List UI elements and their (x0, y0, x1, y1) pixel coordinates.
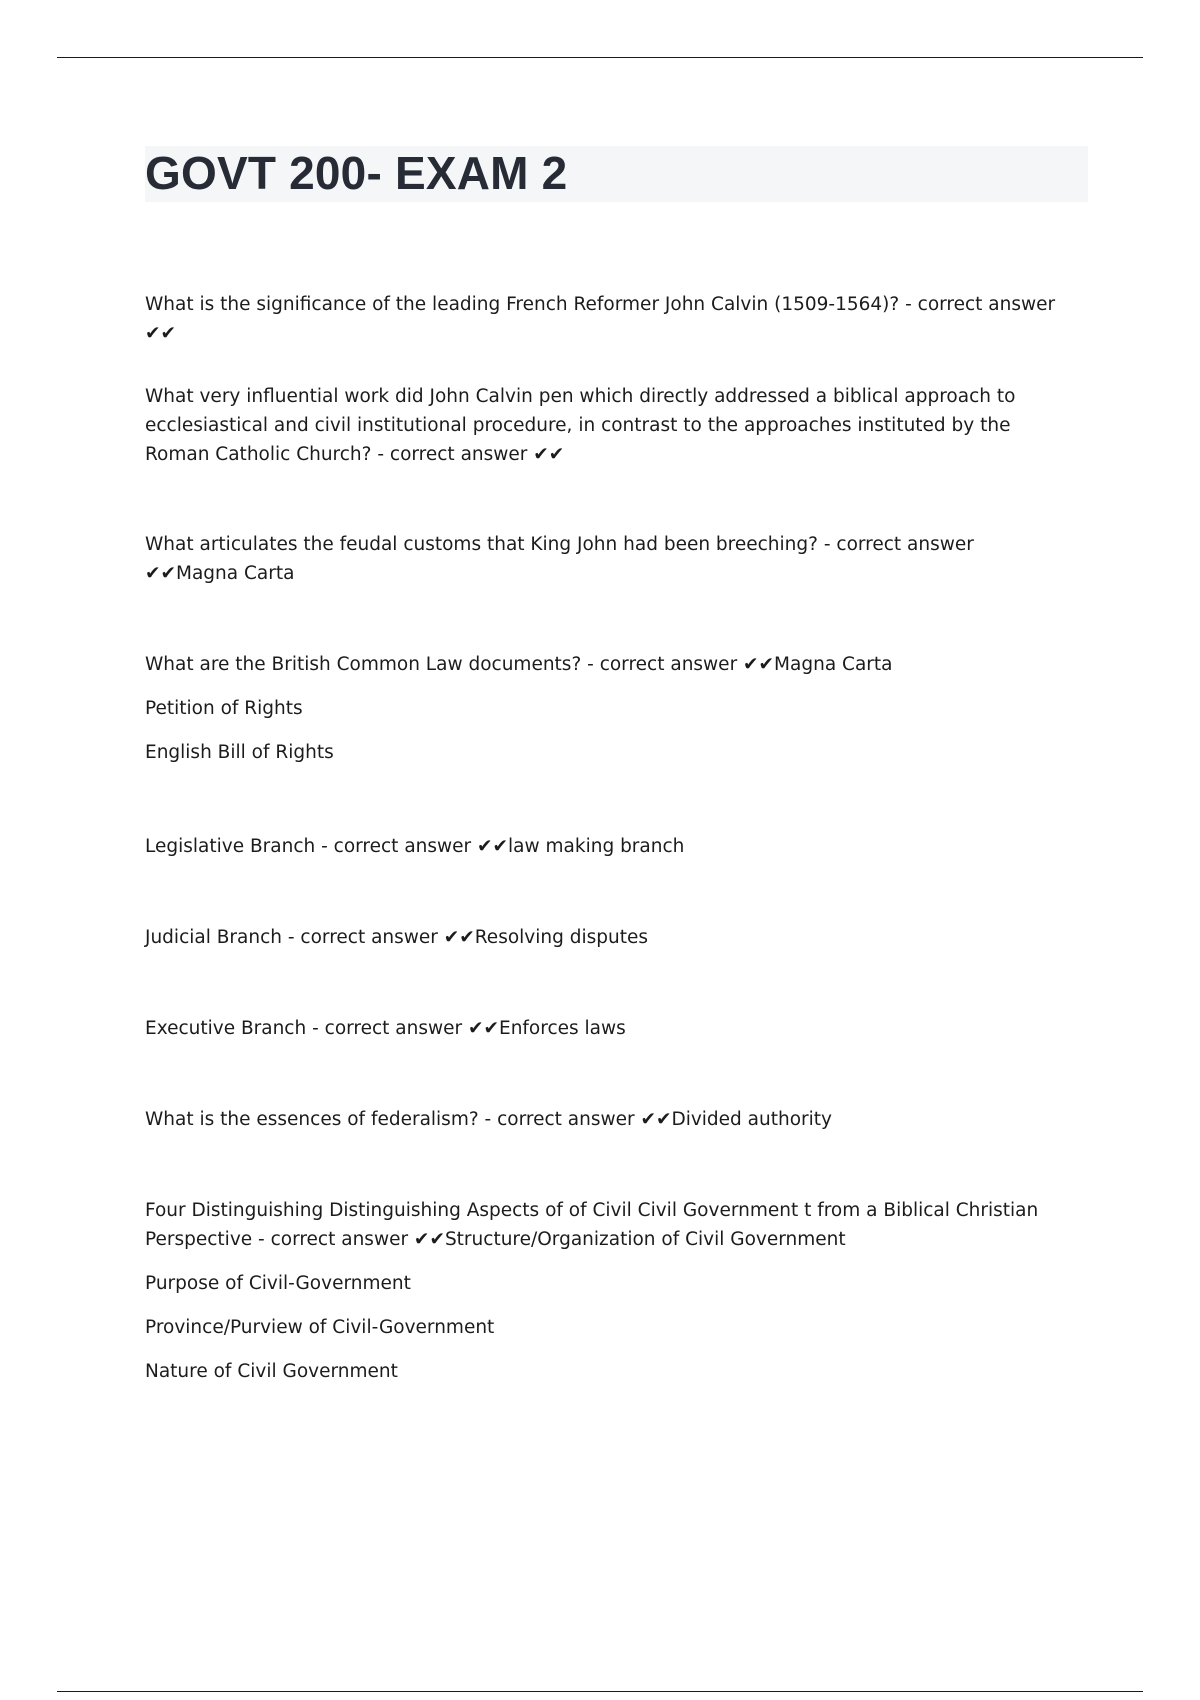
qa-line: What very influential work did John Calvin pen which directly addressed a biblical approach to ecclesiastical and civil institutional procedure, in contrast to the approaches instituted by the Roman Catholic Church? - correct answer ✔✔ (145, 386, 1016, 465)
qa-entry-5 (145, 832, 1065, 861)
qa-line: Province/Purview of Civil-Government (145, 1317, 495, 1338)
qa-line: Petition of Rights (145, 698, 303, 719)
qa-line: What articulates the feudal customs that King John had been breeching? - correct answer ✔✔Magna Carta (145, 534, 974, 584)
qa-line: Four Distinguishing Distinguishing Aspects of of Civil Civil Government t from a Biblical Christian Perspective - correct answer ✔✔Structure/Organization of Civil Government (145, 1200, 1039, 1250)
qa-line: Judicial Branch - correct answer ✔✔Resolving disputes (145, 927, 648, 948)
qa-entry-3 (145, 530, 1065, 588)
top-rule (57, 57, 1143, 58)
qa-entry-6 (145, 923, 1065, 952)
document-title: GOVT 200- EXAM 2 (145, 147, 568, 199)
qa-entry-9 (145, 1196, 1065, 1386)
qa-entry-8 (145, 1105, 1065, 1134)
qa-entry-2 (145, 382, 1065, 469)
qa-entry-4 (145, 650, 1065, 767)
qa-line: What is the significance of the leading French Reformer John Calvin (1509-1564)? - correct answer ✔✔ (145, 294, 1056, 344)
qa-line: Legislative Branch - correct answer ✔✔law making branch (145, 836, 685, 857)
qa-line: Executive Branch - correct answer ✔✔Enforces laws (145, 1018, 626, 1039)
qa-line: What is the essences of federalism? - correct answer ✔✔Divided authority (145, 1109, 832, 1130)
qa-entry-1 (145, 290, 1065, 348)
qa-line: Nature of Civil Government (145, 1361, 398, 1382)
qa-entry-7 (145, 1014, 1065, 1043)
bottom-rule (57, 1691, 1143, 1692)
qa-line: Purpose of Civil-Government (145, 1273, 411, 1294)
qa-line: English Bill of Rights (145, 742, 334, 763)
qa-line: What are the British Common Law documents? - correct answer ✔✔Magna Carta (145, 654, 893, 675)
